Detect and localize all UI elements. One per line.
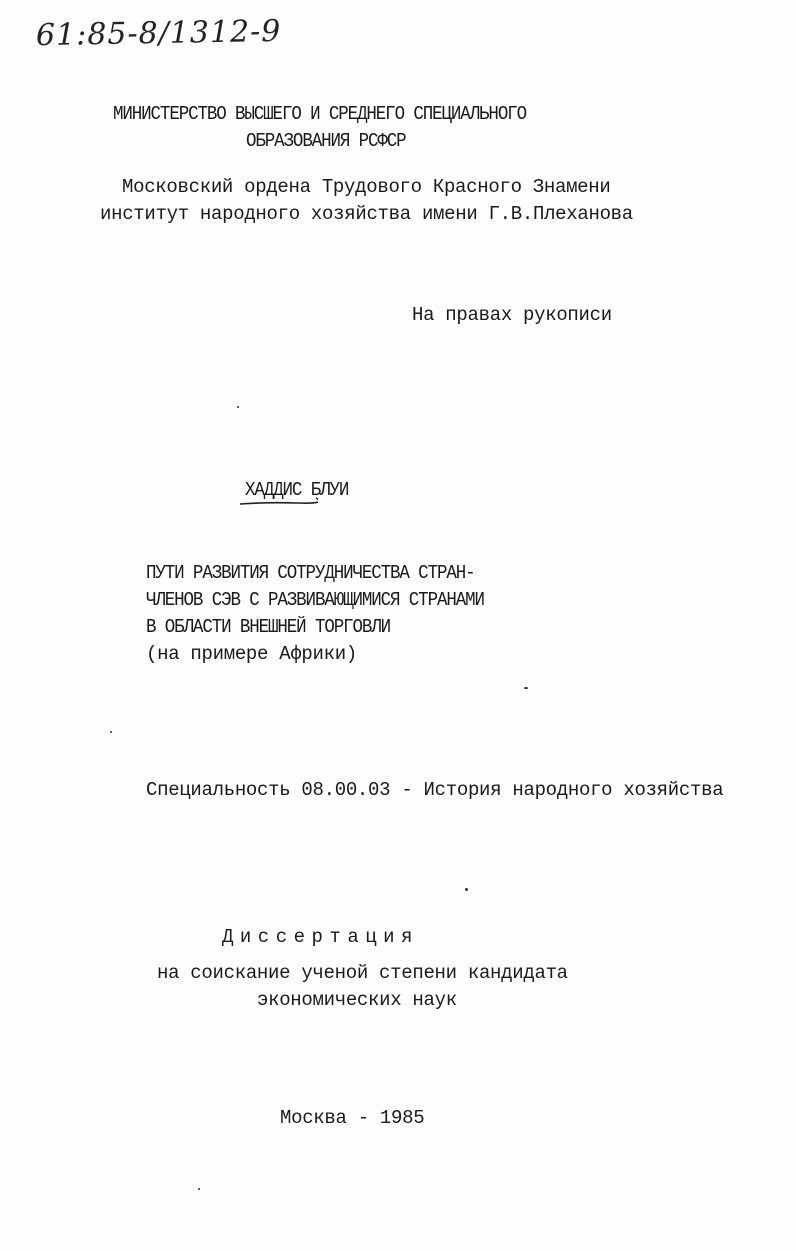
degree-line-3: экономических наук bbox=[257, 989, 457, 1011]
degree-line-2: на соискание ученой степени кандидата bbox=[157, 962, 568, 984]
scan-speck bbox=[110, 731, 112, 733]
author-underline-stroke bbox=[238, 494, 318, 508]
author-name: ХАДДИС БЛУИ bbox=[245, 479, 349, 501]
title-line-3: В ОБЛАСТИ ВНЕШНЕЙ ТОРГОВЛИ bbox=[146, 616, 391, 638]
scan-speck bbox=[524, 687, 528, 689]
ministry-line-1: МИНИСТЕРСТВО ВЫСШЕГО И СРЕДНЕГО СПЕЦИАЛЬНОГО bbox=[113, 103, 526, 125]
specialty-line: Специальность 08.00.03 - История народного хозяйства bbox=[146, 779, 724, 801]
handwritten-archive-number: 61:85-8/1312-9 bbox=[35, 13, 282, 54]
title-line-1: ПУТИ РАЗВИТИЯ СОТРУДНИЧЕСТВА СТРАН- bbox=[146, 562, 475, 584]
institute-line-1: Московский ордена Трудового Красного Знамени bbox=[122, 176, 611, 198]
manuscript-note: На правах рукописи bbox=[412, 304, 612, 326]
ministry-line-2: ОБРАЗОВАНИЯ РСФСР bbox=[246, 130, 406, 152]
institute-line-2: институт народного хозяйства имени Г.В.Плеханова bbox=[100, 203, 633, 225]
title-line-2: ЧЛЕНОВ СЭВ С РАЗВИВАЮЩИМИСЯ СТРАНАМИ bbox=[146, 589, 484, 611]
scan-speck bbox=[198, 1188, 200, 1190]
title-line-4: (на примере Африки) bbox=[146, 643, 357, 665]
place-year: Москва - 1985 bbox=[280, 1107, 425, 1129]
degree-line-1: Диссертация bbox=[222, 926, 419, 948]
scan-speck bbox=[465, 888, 468, 891]
scan-speck bbox=[237, 406, 239, 408]
